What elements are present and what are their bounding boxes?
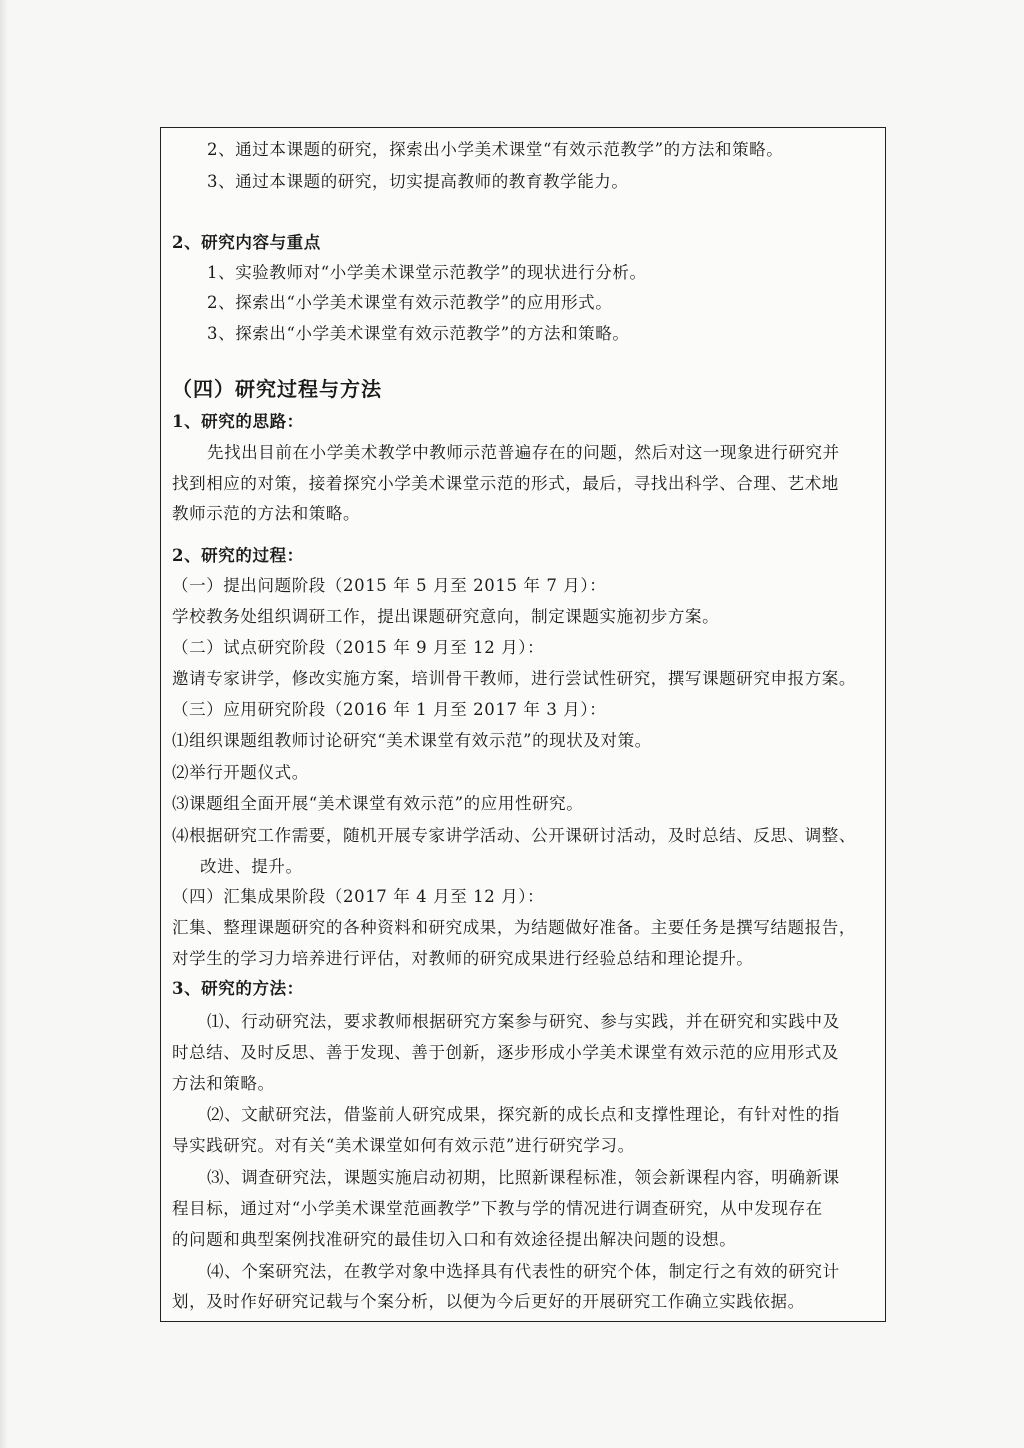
stage-3-item: ⑷根据研究工作需要，随机开展专家讲学活动、公开课研讨活动，及时总结、反思、调整、 [172, 826, 856, 845]
thinking-line: 先找出目前在小学美术教学中教师示范普遍存在的问题，然后对这一现象进行研究并 [207, 443, 840, 462]
thinking-heading: 1、研究的思路： [172, 412, 304, 431]
stage-3-item: ⑴组织课题组教师讨论研究“美术课堂有效示范”的现状及对策。 [172, 731, 652, 750]
stage-1-text: 学校教务处组织调研工作，提出课题研究意向，制定课题实施初步方案。 [172, 607, 720, 626]
method-1-line: 时总结、及时反思、善于发现、善于创新，逐步形成小学美术课堂有效示范的应用形式及 [172, 1043, 839, 1062]
method-3-line: 的问题和典型案例找准研究的最佳切入口和有效途径提出解决问题的设想。 [172, 1230, 737, 1249]
content-item-3: 3、探索出“小学美术课堂有效示范教学”的方法和策略。 [207, 324, 630, 343]
stage-3-item: ⑵举行开题仪式。 [172, 763, 309, 782]
method-4-line: 划，及时作好研究记载与个案分析，以便为今后更好的开展研究工作确立实践依据。 [172, 1292, 805, 1311]
method-3-line: 程目标，通过对“小学美术课堂范画教学”下教与学的情况进行调查研究，从中发现存在 [172, 1199, 823, 1218]
stage-3-title: （三）应用研究阶段（2016 年 1 月至 2017 年 3 月）： [172, 700, 607, 719]
scan-edge [0, 0, 8, 1448]
method-2-line: 导实践研究。对有关“美术课堂如何有效示范”进行研究学习。 [172, 1136, 635, 1155]
stage-1-title: （一）提出问题阶段（2015 年 5 月至 2015 年 7 月）： [172, 576, 607, 595]
process-heading: 2、研究的过程： [172, 546, 304, 565]
method-4-line: ⑷、个案研究法，在教学对象中选择具有代表性的研究个体，制定行之有效的研究计 [207, 1262, 840, 1281]
thinking-line: 教师示范的方法和策略。 [172, 504, 361, 523]
goal-item-3: 3、通过本课题的研究，切实提高教师的教育教学能力。 [207, 172, 629, 191]
document-frame [160, 127, 886, 1322]
stage-3-item: 改进、提升。 [200, 857, 303, 876]
stage-2-text: 邀请专家讲学，修改实施方案，培训骨干教师，进行尝试性研究，撰写课题研究申报方案。 [172, 669, 856, 688]
method-3-line: ⑶、调查研究法，课题实施启动初期，比照新课程标准，领会新课程内容，明确新课 [207, 1168, 840, 1187]
method-1-line: 方法和策略。 [172, 1074, 275, 1093]
content-item-2: 2、探索出“小学美术课堂有效示范教学”的应用形式。 [207, 293, 613, 312]
methods-heading: 3、研究的方法： [172, 979, 304, 998]
section-title: （四）研究过程与方法 [172, 377, 382, 401]
thinking-line: 找到相应的对策，接着探究小学美术课堂示范的形式，最后，寻找出科学、合理、艺术地 [172, 474, 839, 493]
method-2-line: ⑵、文献研究法，借鉴前人研究成果，探究新的成长点和支撑性理论，有针对性的指 [207, 1105, 840, 1124]
stage-4-line: 汇集、整理课题研究的各种资料和研究成果，为结题做好准备。主要任务是撰写结题报告， [172, 918, 856, 937]
stage-2-title: （二）试点研究阶段（2015 年 9 月至 12 月）： [172, 638, 545, 657]
stage-4-title: （四）汇集成果阶段（2017 年 4 月至 12 月）： [172, 887, 545, 906]
stage-3-item: ⑶课题组全面开展“美术课堂有效示范”的应用性研究。 [172, 794, 584, 813]
stage-4-line: 对学生的学习力培养进行评估，对教师的研究成果进行经验总结和理论提升。 [172, 949, 754, 968]
content-item-1: 1、实验教师对“小学美术课堂示范教学”的现状进行分析。 [207, 263, 647, 282]
content-heading: 2、研究内容与重点 [172, 233, 321, 252]
goal-item-2: 2、通过本课题的研究，探索出小学美术课堂“有效示范教学”的方法和策略。 [207, 140, 784, 159]
method-1-line: ⑴、行动研究法，要求教师根据研究方案参与研究、参与实践，并在研究和实践中及 [207, 1012, 840, 1031]
